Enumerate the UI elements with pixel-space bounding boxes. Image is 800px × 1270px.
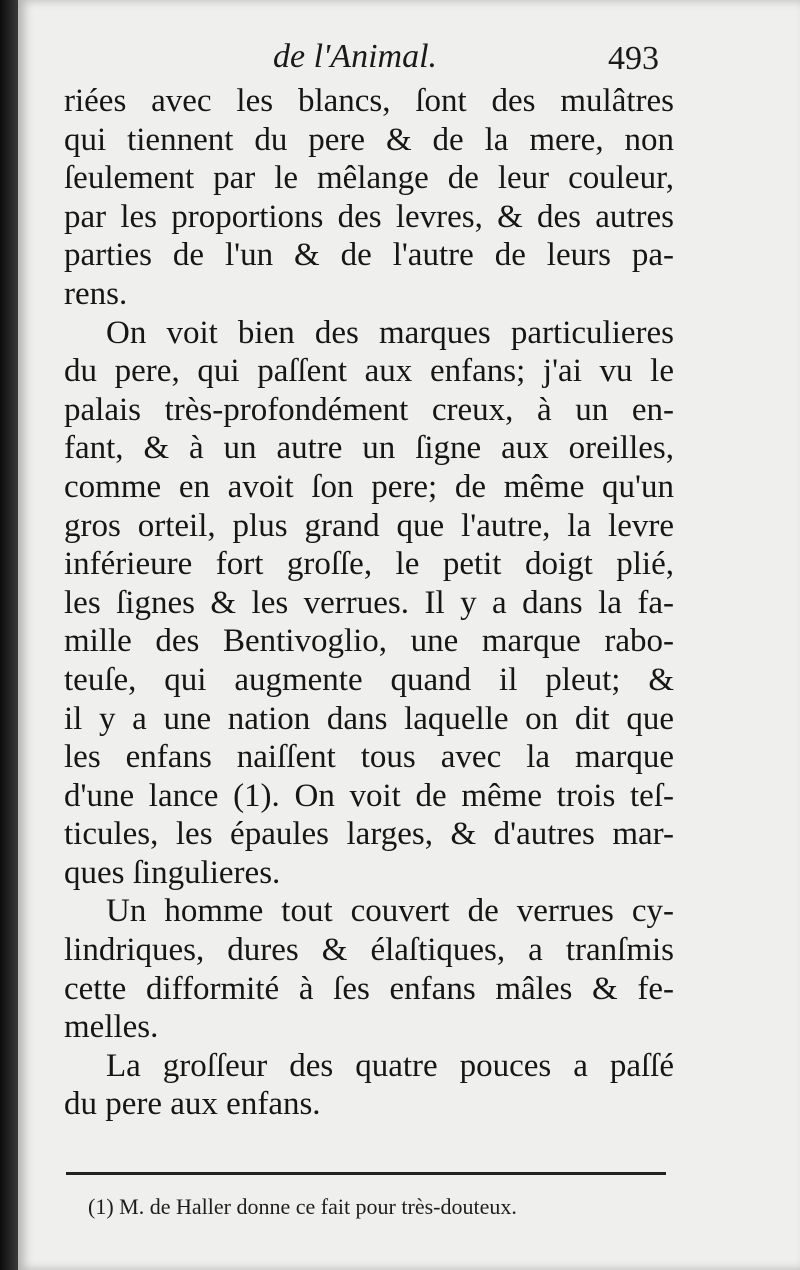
text-line: rens. bbox=[64, 275, 128, 312]
text-line: riées avec les blancs, ſont des mulâtres bbox=[64, 83, 674, 119]
text-line: La groſſeur des quatre pouces a paſſé bbox=[106, 1047, 674, 1084]
page-header bbox=[18, 38, 800, 88]
text-line: Un homme tout couvert de verrues cy- bbox=[106, 893, 674, 930]
paragraph-1 bbox=[64, 82, 674, 314]
text-line: mille des Bentivoglio, une marque rabo- bbox=[64, 623, 674, 660]
text-line: d'une lance (1). On voit de même trois teſ- bbox=[64, 777, 674, 814]
text-line: On voit bien des marques particulieres bbox=[106, 314, 674, 351]
book-page bbox=[18, 0, 800, 1270]
paragraph-4 bbox=[64, 1047, 674, 1124]
text-line: fant, & à un autre un ſigne aux oreilles, bbox=[64, 430, 674, 467]
text-line: ques ſingulieres. bbox=[64, 854, 281, 891]
text-line: comme en avoit ſon pere; de même qu'un bbox=[64, 468, 674, 505]
text-line: gros orteil, plus grand que l'autre, la levre bbox=[64, 507, 674, 544]
running-head: de l'Animal. bbox=[273, 38, 438, 75]
text-line: lindriques, dures & élaſtiques, a tranſmis bbox=[64, 932, 674, 969]
text-line: teuſe, qui augmente quand il pleut; & bbox=[64, 661, 674, 698]
text-line: les enfans naiſſent tous avec la marque bbox=[64, 739, 674, 776]
text-line: du pere aux enfans. bbox=[64, 1086, 321, 1123]
text-line: par les proportions des levres, & des autres bbox=[64, 198, 674, 235]
text-line: cette difformité à ſes enfans mâles & fe- bbox=[64, 970, 674, 1007]
text-line: ticules, les épaules larges, & d'autres mar- bbox=[64, 816, 674, 853]
text-line: du pere, qui paſſent aux enfans; j'ai vu le bbox=[64, 353, 674, 390]
page-body bbox=[64, 82, 674, 1124]
text-line: ſeulement par le mêlange de leur couleur, bbox=[64, 160, 674, 197]
text-line: melles. bbox=[64, 1009, 159, 1046]
paragraph-3 bbox=[64, 892, 674, 1046]
text-line: inférieure fort groſſe, le petit doigt plié, bbox=[64, 546, 674, 583]
text-line: qui tiennent du pere & de la mere, non bbox=[64, 121, 674, 158]
footnote-divider bbox=[66, 1172, 666, 1175]
book-spine-shadow bbox=[0, 0, 18, 1270]
text-line: parties de l'un & de l'autre de leurs pa- bbox=[64, 237, 674, 274]
paragraph-2 bbox=[64, 314, 674, 893]
text-line: il y a une nation dans laquelle on dit que bbox=[64, 700, 674, 737]
text-line: palais très-profondément creux, à un en- bbox=[64, 391, 674, 428]
text-line: les ſignes & les verrues. Il y a dans la fa- bbox=[64, 584, 674, 621]
footnote: (1) M. de Haller donne ce fait pour très-douteux. bbox=[88, 1194, 517, 1219]
page-number: 493 bbox=[608, 40, 659, 77]
